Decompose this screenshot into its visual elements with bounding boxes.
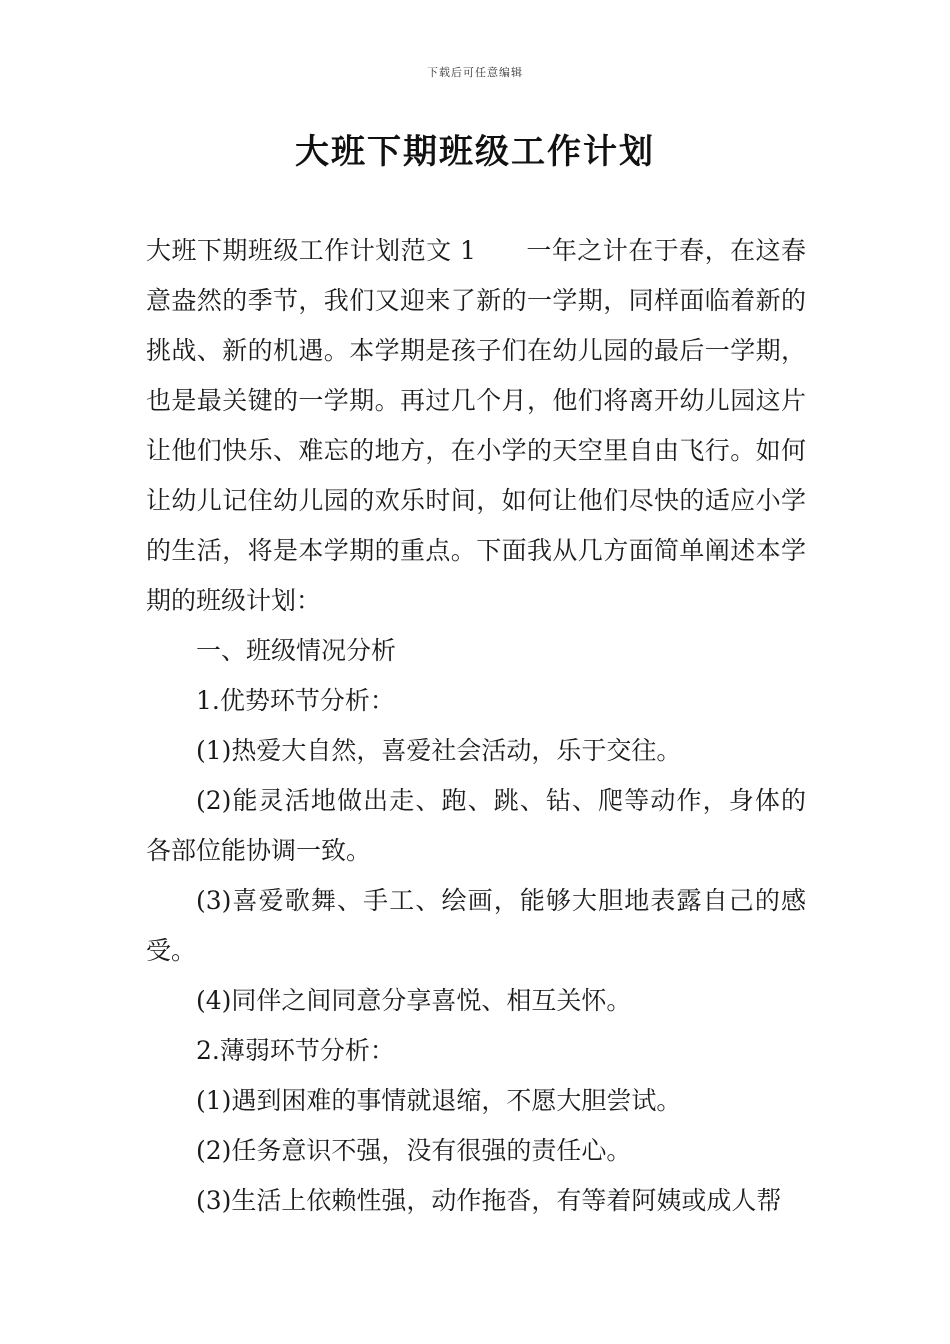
intro-text: 一年之计在于春，在这春意盎然的季节，我们又迎来了新的一学期，同样面临着新的挑战、新的机遇。本学期是孩子们在幼儿园的最后一学期，也是最关键的一学期。再过几个月，他们将离开幼儿园这片让他们快乐、难忘的地方，在小学的天空里自由飞行。如何让幼儿记住幼儿园的欢乐时间，如何让他们尽快的适应小学的生活，将是本学期的重点。下面我从几方面简单阐述本学期的班级计划： <box>146 236 806 615</box>
header-note: 下载后可任意编辑 <box>427 66 523 79</box>
weakness-item: (3)生活上依赖性强，动作拖沓，有等着阿姨或成人帮 <box>196 1186 782 1215</box>
subsection-heading-strengths: 1.优势环节分析： <box>196 686 395 715</box>
intro-paragraph <box>146 226 806 626</box>
strength-item: (1)热爱大自然，喜爱社会活动，乐于交往。 <box>196 736 682 765</box>
document-title: 大班下期班级工作计划 <box>295 132 655 172</box>
section-heading-class-analysis: 一、班级情况分析 <box>196 636 397 665</box>
subsection-heading-weaknesses: 2.薄弱环节分析： <box>196 1036 395 1065</box>
document-body <box>146 226 806 1226</box>
strength-item: (4)同伴之间同意分享喜悦、相互关怀。 <box>196 986 632 1015</box>
strength-item: (2)能灵活地做出走、跑、跳、钻、爬等动作，身体的各部位能协调一致。 <box>146 786 806 865</box>
weakness-item: (1)遇到困难的事情就退缩，不愿大胆尝试。 <box>196 1086 682 1115</box>
strength-item: (3)喜爱歌舞、手工、绘画，能够大胆地表露自己的感受。 <box>146 886 806 965</box>
intro-label: 大班下期班级工作计划范文 1 <box>146 236 476 265</box>
weakness-item: (2)任务意识不强，没有很强的责任心。 <box>196 1136 632 1165</box>
